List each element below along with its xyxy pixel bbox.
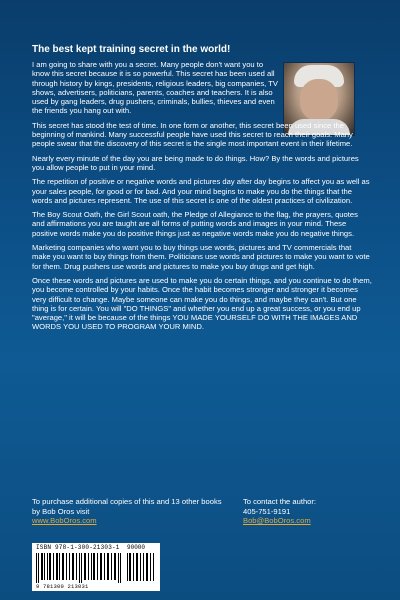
contact-info	[243, 497, 383, 526]
isbn-text: ISBN 978-1-300-21303-1	[36, 544, 120, 551]
paragraph-2: This secret has stood the test of time. In one form or another, this secret been used since the beginning of mankind. Many successful people have used this secret to reach their goals. Many people swear that the discovery of this secret is the single most important event in their lifetime.	[32, 120, 353, 149]
purchase-text: To purchase additional copies of this and 13 other books by Bob Oros visit	[32, 497, 222, 516]
isbn-barcode	[32, 543, 160, 591]
paragraph-7: Once these words and pictures are used to make you do certain things, and you continue to do them, you become controlled by your habits. Once the habit becomes stronger and stronger it becomes very difficult to change. Maybe someone can make you do things, and maybe they can't. But one thing is for certain. You will "DO THINGS" and whether you end up a great success, or you end up "average," it will be because of the things YOU MADE YOURSELF DO WITH THE IMAGES AND WORDS YOU USED TO PROGRAM YOUR MIND.	[32, 275, 372, 332]
paragraph-5: The Boy Scout Oath, the Girl Scout oath, the Pledge of Allegiance to the flag, the prayers, quotes and affirmations you are taught are all forms of putting words and images in your mind. These positive words make you do positive things just as negative words make you do negative things.	[32, 210, 358, 238]
email-link[interactable]: Bob@BobOros.com	[243, 516, 311, 526]
contact-label: To contact the author:	[243, 497, 317, 506]
paragraph-3: Nearly every minute of the day you are being made to do things. How? By the words and pictures you allow people to put in your mind.	[32, 153, 359, 172]
purchase-info	[32, 497, 222, 526]
body-text	[32, 60, 372, 337]
phone-number: 405-751-9191	[243, 506, 291, 516]
addon-bars	[127, 553, 155, 581]
paragraph-6: Marketing companies who want you to buy things use words, pictures and TV commercials that make you want to buy things from them. Politicians use words and pictures to make you want to vote for them. Drug pushers use words and pictures to make you buy drugs and get high.	[32, 243, 370, 271]
headline: The best kept training secret in the world!	[32, 44, 231, 55]
paragraph-1: I am going to share with you a secret. Many people don't want you to know this secret because it is so powerful. This secret has been used all through history by kings, presidents, religious leaders, big companies, TV shows, advertisers, politicians, parents, coaches and teachers. It is also used by gang leaders, drug pushers, criminals, bullies, thieves and even the friends you hang out with.	[32, 60, 278, 116]
barcode-bars	[36, 553, 124, 583]
barcode-digits: 9 781300 213031	[36, 583, 89, 590]
paragraph-4: The repetition of positive or negative words and pictures day after day begins to affect you as well as your sales people, for good or for bad. And your mind begins to make you do the things that the words and pictures represent. The use of this secret is one of the oldest practices of civilization.	[32, 177, 370, 205]
addon-code: 90000	[127, 544, 146, 551]
website-link[interactable]: www.BobOros.com	[32, 516, 97, 526]
